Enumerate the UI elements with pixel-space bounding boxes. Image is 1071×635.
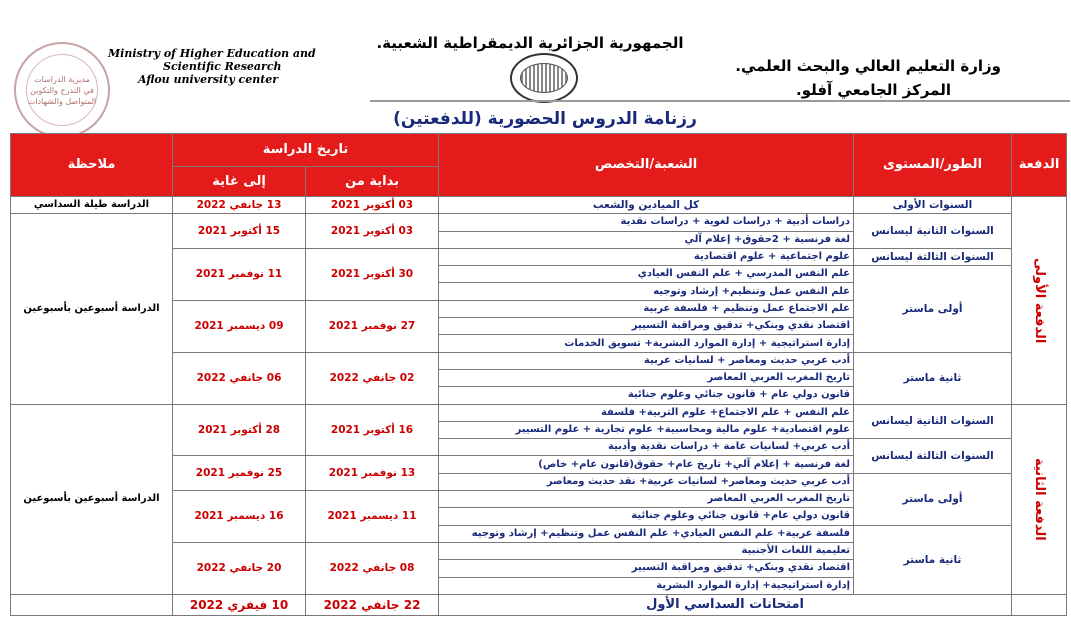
ministry-en-line: Aflou university center	[138, 73, 279, 86]
note-cell: الدراسة طيلة السداسي	[11, 197, 173, 214]
level-cell: السنوات الثانية ليسانس	[854, 214, 1012, 249]
specialty-cell: علوم اقتصادية+ علوم مالية ومحاسبية+ علوم تجارية + علوم التسيير	[439, 421, 854, 438]
specialty-cell: فلسفة عربية+ علم النفس العيادي+ علم النفس عمل وتنظيم+ إرشاد وتوجيه	[439, 525, 854, 542]
date-to: 13 جانفي 2022	[173, 197, 306, 214]
exam-batch-cell	[1012, 595, 1067, 616]
date-to: 09 ديسمبر 2021	[173, 300, 306, 352]
specialty-cell: لغة فرنسية + إعلام آلي+ تاريخ عام+ حقوق(قانون عام+ خاص)	[439, 456, 854, 473]
specialty-cell: إدارة استراتيجية+ إدارة الموارد البشرية	[439, 577, 854, 594]
republic-title: الجمهورية الجزائرية الديمقراطية الشعبية.	[376, 34, 684, 52]
date-from: 08 جانفي 2022	[306, 542, 439, 594]
specialty-cell: علم النفس عمل وتنظيم+ إرشاد وتوجيه	[439, 283, 854, 300]
specialty-cell: قانون دولي عام + قانون جنائي وعلوم جنائية	[439, 387, 854, 404]
specialty-cell: إدارة استراتيجية + إدارة الموارد البشرية+ تسويق الخدمات	[439, 335, 854, 352]
note-cell: الدراسة أسبوعين بأسبوعين	[11, 404, 173, 594]
university-logo-icon	[510, 53, 578, 103]
header-divider	[370, 100, 1070, 102]
date-to: 15 أكتوبر 2021	[173, 214, 306, 249]
specialty-cell: أدب عربي حديث ومعاصر+ لسانيات عربية+ نقد حديث ومعاصر	[439, 473, 854, 490]
header-note: ملاحظة	[11, 134, 173, 197]
date-to: 28 أكتوبر 2021	[173, 404, 306, 456]
header-specialty: الشعبة/التخصص	[439, 134, 854, 197]
ministry-arabic-block	[735, 54, 1001, 102]
exam-label: امتحانات السداسي الأول	[439, 595, 1012, 616]
schedule-table	[10, 133, 1066, 616]
specialty-cell: تاريخ المغرب العربي المعاصر	[439, 369, 854, 386]
schedule-title: رزنامة الدروس الحضورية (للدفعتين)	[393, 109, 697, 129]
level-cell: ثانية ماستر	[854, 352, 1012, 404]
date-to: 16 ديسمبر 2021	[173, 491, 306, 543]
date-from: 11 ديسمبر 2021	[306, 491, 439, 543]
header-from: بداية من	[306, 167, 439, 197]
specialty-cell: دراسات أدبية + دراسات لغوية + دراسات نقدية	[439, 214, 854, 231]
ministry-en-line: Ministry of Higher Education and	[108, 47, 316, 60]
header-to: إلى غاية	[173, 167, 306, 197]
specialty-cell: كل الميادين والشعب	[439, 197, 854, 214]
header-study-date: تاريخ الدراسة	[173, 134, 439, 167]
date-from: 03 أكتوبر 2021	[306, 197, 439, 214]
specialty-cell: علم النفس + علم الاجتماع+ علوم التربية+ فلسفة	[439, 404, 854, 421]
specialty-cell: تعليمية اللغات الأجنبية	[439, 542, 854, 559]
specialty-cell: علم النفس المدرسي + علم النفس العيادي	[439, 266, 854, 283]
level-cell: السنوات الأولى	[854, 197, 1012, 214]
date-from: 27 نوفمبر 2021	[306, 300, 439, 352]
date-to: 11 نوفمبر 2021	[173, 248, 306, 300]
specialty-cell: علوم اجتماعية + علوم اقتصادية	[439, 248, 854, 265]
level-cell: أولى ماستر	[854, 266, 1012, 352]
date-from: 13 نوفمبر 2021	[306, 456, 439, 491]
exam-to: 10 فيفري 2022	[173, 595, 306, 616]
date-from: 02 جانفي 2022	[306, 352, 439, 404]
header-level: الطور/المستوى	[854, 134, 1012, 197]
exam-note-cell	[11, 595, 173, 616]
batch1-label: الدفعة الأولى	[1012, 197, 1067, 405]
level-cell: أولى ماستر	[854, 473, 1012, 525]
ministry-english-block	[108, 47, 316, 86]
date-from: 30 أكتوبر 2021	[306, 248, 439, 300]
specialty-cell: اقتصاد نقدي وبنكي+ تدقيق ومراقبة التسيير	[439, 560, 854, 577]
date-to: 06 جانفي 2022	[173, 352, 306, 404]
level-cell: السنوات الثالثة ليسانس	[854, 439, 1012, 474]
center-ar-line: المركز الجامعي آفلو.	[796, 81, 951, 99]
specialty-cell: أدب عربي حديث ومعاصر + لسانيات عربية	[439, 352, 854, 369]
date-from: 03 أكتوبر 2021	[306, 214, 439, 249]
header-batch: الدفعة	[1012, 134, 1067, 197]
date-to: 20 جانفي 2022	[173, 542, 306, 594]
specialty-cell: أدب عربي+ لسانيات عامة + دراسات نقدية وأدبية	[439, 439, 854, 456]
batch2-label: الدفعة الثانية	[1012, 404, 1067, 594]
ministry-ar-line: وزارة التعليم العالي والبحث العلمي.	[735, 57, 1001, 75]
note-cell: الدراسة أسبوعين بأسبوعين	[11, 214, 173, 404]
official-stamp	[14, 42, 110, 138]
ministry-en-line: Scientific Research	[163, 60, 282, 73]
level-cell: ثانية ماستر	[854, 525, 1012, 594]
date-to: 25 نوفمبر 2021	[173, 456, 306, 491]
specialty-cell: تاريخ المغرب العربي المعاصر	[439, 491, 854, 508]
level-cell: السنوات الثالثة ليسانس	[854, 248, 1012, 265]
specialty-cell: علم الاجتماع عمل وتنظيم + فلسفة عربية	[439, 300, 854, 317]
stamp-line: في التدرج والتكوين	[30, 85, 94, 95]
date-from: 16 أكتوبر 2021	[306, 404, 439, 456]
level-cell: السنوات الثانية ليسانس	[854, 404, 1012, 439]
specialty-cell: لغة فرنسية + 2حقوق+ إعلام آلي	[439, 231, 854, 248]
stamp-line: مديرية الدراسات	[34, 74, 90, 84]
specialty-cell: قانون دولي عام+ قانون جنائي وعلوم جنائية	[439, 508, 854, 525]
exam-from: 22 جانفي 2022	[306, 595, 439, 616]
stamp-line: المتواصل والشهادات	[27, 96, 97, 106]
specialty-cell: اقتصاد نقدي وبنكي+ تدقيق ومراقبة التسيير	[439, 318, 854, 335]
